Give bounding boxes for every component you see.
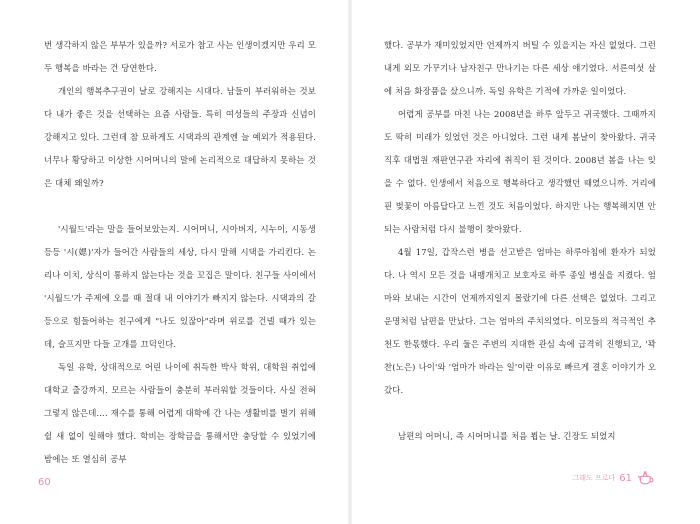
- page-number-left: [38, 477, 51, 488]
- page-number: 61: [619, 472, 632, 484]
- page-number-right: [572, 468, 656, 488]
- section-break: [44, 195, 316, 218]
- right-page: [350, 0, 700, 524]
- paragraph: 개인의 행복추구권이 날로 강해지는 시대다. 남들이 부러워하는 것보다 내가 좋은 것을 선택하는 요즘 사람들. 특히 여성들의 주장과 신념이 강해지고 있다. 그런데 참 묘하게도 시댁과의 관계엔 늘 예외가 적용된다. 너무나 황당하고 이상한 시어머니의 말에 논리적으로 대답하지 못하는 것은 대체 왜일까?: [44, 86, 316, 188]
- section-break: [384, 402, 656, 425]
- teapot-icon: [636, 468, 656, 488]
- paragraph: 독일 유학, 상대적으로 어린 나이에 취득한 박사 학위, 대학원 취업에 대학교 출강까지. 모르는 사람들이 충분히 부러워할 것들이다. 사실 전혀 그렇지 않은데…. 재수를 통해 어렵게 대학에 간 나는 생활비를 벌기 위해 쉴 새 없이 일해야 했다. 학비는 장학금을 통해서만 충당할 수 있었기에 밤에는 또 열심히 공부: [44, 362, 316, 464]
- paragraph: 남편의 어머니, 즉 시어머니를 처음 뵙는 날. 긴장도 되었지: [398, 431, 616, 441]
- paragraph: 어렵게 공부를 마친 나는 2008년을 하루 앞두고 귀국했다. 그때까지도 딱히 미래가 있었던 것은 아니었다. 그런 내게 봄날이 찾아왔다. 귀국 직후 대법원 재판연구관 자리에 취직이 된 것이다. 2008년 봄을 나는 잊을 수 없다. 인생에서 처음으로 행복하다고 생각했던 때였으니까. 거리에 핀 벚꽃이 아름답다고 느낀 것도 처음이었다. 하지만 나는 행복해지면 안 되는 사람처럼 다시 불행이 찾아왔다.: [384, 109, 656, 234]
- paragraph: 했다. 공부가 재미있었지만 언제까지 버틸 수 있을지는 자신 없었다. 그런 내게 외모 가꾸기나 남자친구 만나기는 다른 세상 얘기였다. 서른여섯 살에 처음 화장품을 샀으니까. 독일 유학은 기적에 가까운 일이었다.: [384, 40, 656, 96]
- page-number: 60: [38, 477, 51, 488]
- paragraph: 번 생각하지 않은 부부가 있을까? 서로가 참고 사는 인생이겠지만 우리 모두 행복을 바라는 건 당연한다.: [44, 40, 316, 73]
- running-head: 그래도 프로다: [572, 474, 616, 482]
- paragraph: 4월 17일, 갑작스런 병을 선고받은 엄마는 하루아침에 환자가 되었다. 나 역시 모든 것을 내팽개치고 보호자로 하루 종일 병실을 지켰다. 엄마와 보내는 시간이 언제까지일지 몰랐기에 다른 선택은 없었다. 그리고 운명처럼 남편을 만났다. 그는 엄마의 주치의였다. 이모들의 적극적인 추천도 한몫했다. 우리 둘은 주변의 지대한 관심 속에 급격히 진행되고, '꽉 찬(노은) 나이'와 '엄마가 바라는 일'이란 이유로 빠르게 결혼 이야기가 오갔다.: [384, 247, 656, 395]
- paragraph: '시월드'라는 말을 들어보았는지. 시어머니, 시아버지, 시누이, 시동생 등등 '시(媤)'자가 들어간 사람들의 세상, 다시 말해 시댁을 가리킨다. 논리나 이치, 상식이 통하지 않는다는 것을 꼬집은 말이다. 친구들 사이에서 '시월드'가 주제에 오를 때 절대 내 이야기가 빠지지 않는다. 시댁과의 갈등으로 힘들어하는 친구에게 "나도 있잖아"라며 위로를 건넬 때가 있는데, 슬프지만 다들 고개를 끄덕인다.: [44, 224, 316, 349]
